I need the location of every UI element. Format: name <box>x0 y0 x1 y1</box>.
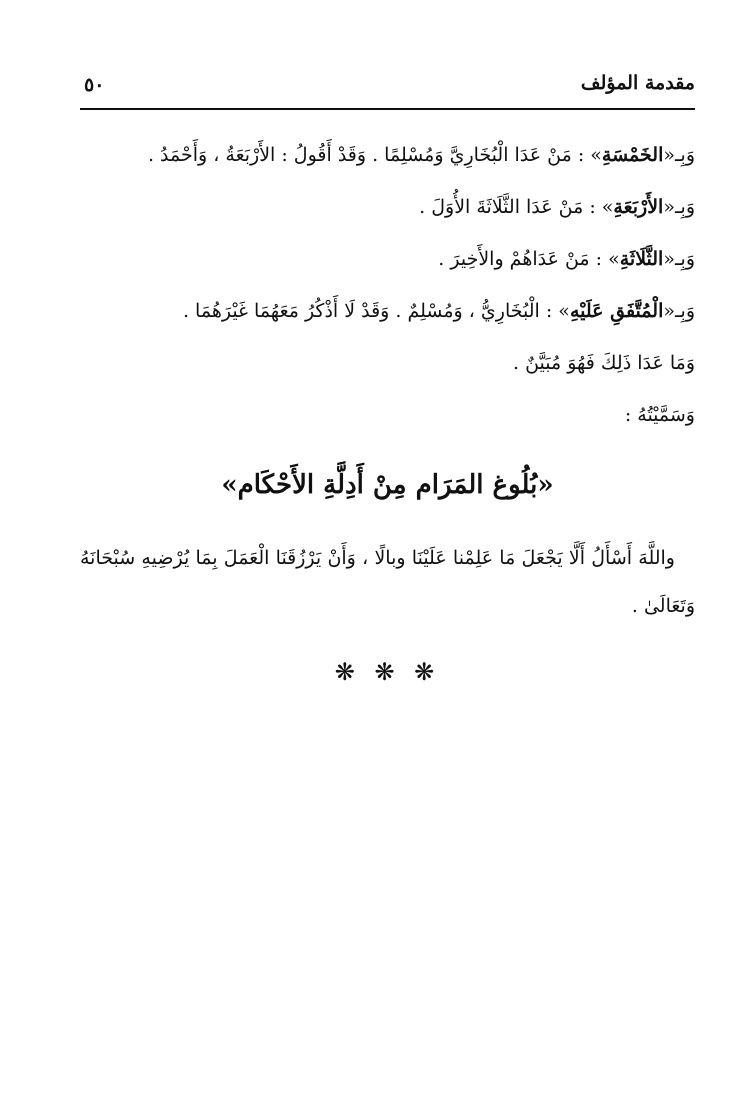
definition-term: الخَمْسَةِ <box>601 144 664 166</box>
definition-text: » : مَنْ عَدَا الثَّلَاثَةَ الأُوَلَ . <box>419 196 614 218</box>
page-header <box>80 68 695 110</box>
definition-thalatha <box>80 236 695 282</box>
definition-text: » : مَنْ عَدَا الْبُخَارِيَّ وَمُسْلِمًا . وَقَدْ أَقُولُ : الأَرْبَعَةُ ، وَأَحْمَدُ . <box>147 144 602 166</box>
definition-muttafaq <box>80 288 695 334</box>
line-naming: وَسَمَّيْتُهُ : <box>624 404 695 426</box>
definition-text: » : الْبُخَارِيُّ ، وَمُسْلِمٌ . وَقَدْ لَا أَذْكُرُ مَعَهُمَا غَيْرَهُمَا . <box>182 300 570 322</box>
body-text <box>80 132 695 695</box>
definition-text: » : مَنْ عَدَاهُمْ والأَخِيرَ . <box>438 248 620 270</box>
page-number: ٥٠ <box>84 74 105 96</box>
line-rest: وَمَا عَدَا ذَلِكَ فَهُوَ مُبَيَّنٌ . <box>513 352 695 374</box>
definition-prefix: وَبِـ« <box>663 144 695 166</box>
section-separator: ❋ ❋ ❋ <box>334 658 441 686</box>
definition-arbaa <box>80 184 695 230</box>
definition-term: الأَرْبَعَةِ <box>613 196 664 218</box>
definition-prefix: وَبِـ« <box>663 248 695 270</box>
page <box>80 68 695 695</box>
definition-term: الْمُتَّفَقِ عَلَيْهِ <box>569 300 664 322</box>
definition-prefix: وَبِـ« <box>663 196 695 218</box>
definition-term: الثَّلَاثَةِ <box>619 248 664 270</box>
definition-khamsa <box>80 132 695 178</box>
closing-prayer: واللَّهَ أَسْأَلُ أَلَّا يَجْعَلَ مَا عَلِمْنا عَلَيْنَا وبالًا ، وَأَنْ يَرْزُقَنَا الْعَمَلَ بِمَا يُرْضِيهِ سُبْحَانَهُ وَتَعَالَىٰ . <box>80 547 695 617</box>
running-title: مقدمة المؤلف <box>580 72 695 94</box>
definition-prefix: وَبِـ« <box>663 300 695 322</box>
book-title: «بُلُوغ المَرَام مِنْ أَدِلَّةِ الأَحْكَام» <box>221 470 554 500</box>
